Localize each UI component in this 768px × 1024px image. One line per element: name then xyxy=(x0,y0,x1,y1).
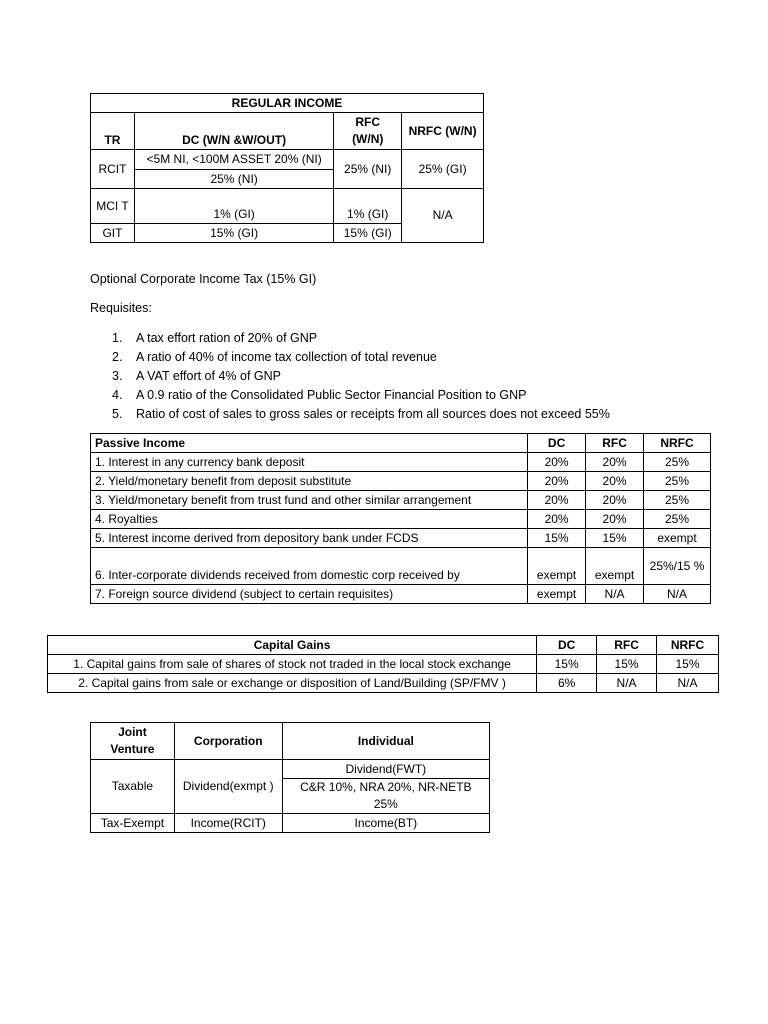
jv-header-corporation: Corporation xyxy=(174,723,282,760)
jv-exempt-corporation: Income(RCIT) xyxy=(174,814,282,833)
mcit-label: MCI T xyxy=(91,189,135,224)
rcit-rfc: 25% (NI) xyxy=(334,150,402,189)
table-row: 1. Interest in any currency bank deposit 20% 20% 25% xyxy=(91,453,711,472)
rcit-dc-line1: <5M NI, <100M ASSET 20% (NI) xyxy=(134,150,333,170)
table-row: 1. Capital gains from sale of shares of stock not traded in the local stock exchange 15% 15% 15% xyxy=(48,655,719,674)
passive-header-dc: DC xyxy=(528,434,586,453)
capital-gains-table xyxy=(47,635,719,693)
list-item: 1. A tax effort ration of 20% of GNP xyxy=(112,331,318,345)
jv-header-joint-venture: Joint Venture xyxy=(91,723,175,760)
capital-header-nrfc: NRFC xyxy=(657,636,719,655)
mcit-dc: 1% (GI) xyxy=(134,189,333,224)
mcit-nrfc: N/A xyxy=(402,189,484,243)
rcit-nrfc: 25% (GI) xyxy=(402,150,484,189)
list-item: 3. A VAT effort of 4% of GNP xyxy=(112,369,281,383)
table-row: 7. Foreign source dividend (subject to certain requisites) exempt N/A N/A xyxy=(91,585,711,604)
passive-income-table xyxy=(90,433,711,604)
passive-header-label: Passive Income xyxy=(91,434,528,453)
requisites-heading: Requisites: xyxy=(90,301,152,315)
jv-taxable-individual-1: Dividend(FWT) xyxy=(282,760,489,779)
capital-header-label: Capital Gains xyxy=(48,636,537,655)
regular-income-table xyxy=(90,93,484,243)
mcit-rfc: 1% (GI) xyxy=(334,189,402,224)
list-item: 2. A ratio of 40% of income tax collection of total revenue xyxy=(112,350,437,364)
passive-header-rfc: RFC xyxy=(586,434,644,453)
header-nrfc: NRFC (W/N) xyxy=(402,113,484,150)
header-tr: TR xyxy=(91,113,135,150)
jv-exempt-label: Tax-Exempt xyxy=(91,814,175,833)
jv-exempt-individual: Income(BT) xyxy=(282,814,489,833)
optional-tax-heading: Optional Corporate Income Tax (15% GI) xyxy=(90,272,317,286)
table-row: 3. Yield/monetary benefit from trust fund and other similar arrangement 20% 20% 25% xyxy=(91,491,711,510)
jv-taxable-label: Taxable xyxy=(91,760,175,814)
table-row: 2. Yield/monetary benefit from deposit substitute 20% 20% 25% xyxy=(91,472,711,491)
rcit-dc-line2: 25% (NI) xyxy=(134,170,333,189)
capital-header-rfc: RFC xyxy=(597,636,657,655)
jv-header-individual: Individual xyxy=(282,723,489,760)
header-dc: DC (W/N &W/OUT) xyxy=(134,113,333,150)
joint-venture-table xyxy=(90,722,490,833)
requisites-list xyxy=(112,329,610,424)
git-dc: 15% (GI) xyxy=(134,224,333,243)
table-row: 4. Royalties 20% 20% 25% xyxy=(91,510,711,529)
capital-header-dc: DC xyxy=(537,636,597,655)
table-row: 2. Capital gains from sale or exchange or disposition of Land/Building (SP/FMV ) 6% N/A N/A xyxy=(48,674,719,693)
git-rfc: 15% (GI) xyxy=(334,224,402,243)
regular-income-title: REGULAR INCOME xyxy=(91,94,484,113)
git-label: GIT xyxy=(91,224,135,243)
table-row: 6. Inter-corporate dividends received from domestic corp received by exempt exempt 25%/15 % xyxy=(91,548,711,585)
rcit-label: RCIT xyxy=(91,150,135,189)
header-rfc: RFC (W/N) xyxy=(334,113,402,150)
list-item: 5. Ratio of cost of sales to gross sales or receipts from all sources does not exceed 55% xyxy=(112,407,610,421)
table-row: 5. Interest income derived from depository bank under FCDS 15% 15% exempt xyxy=(91,529,711,548)
list-item: 4. A 0.9 ratio of the Consolidated Public Sector Financial Position to GNP xyxy=(112,388,527,402)
passive-header-nrfc: NRFC xyxy=(644,434,711,453)
jv-taxable-corporation: Dividend(exmpt ) xyxy=(174,760,282,814)
jv-taxable-individual-2: C&R 10%, NRA 20%, NR-NETB 25% xyxy=(282,779,489,814)
